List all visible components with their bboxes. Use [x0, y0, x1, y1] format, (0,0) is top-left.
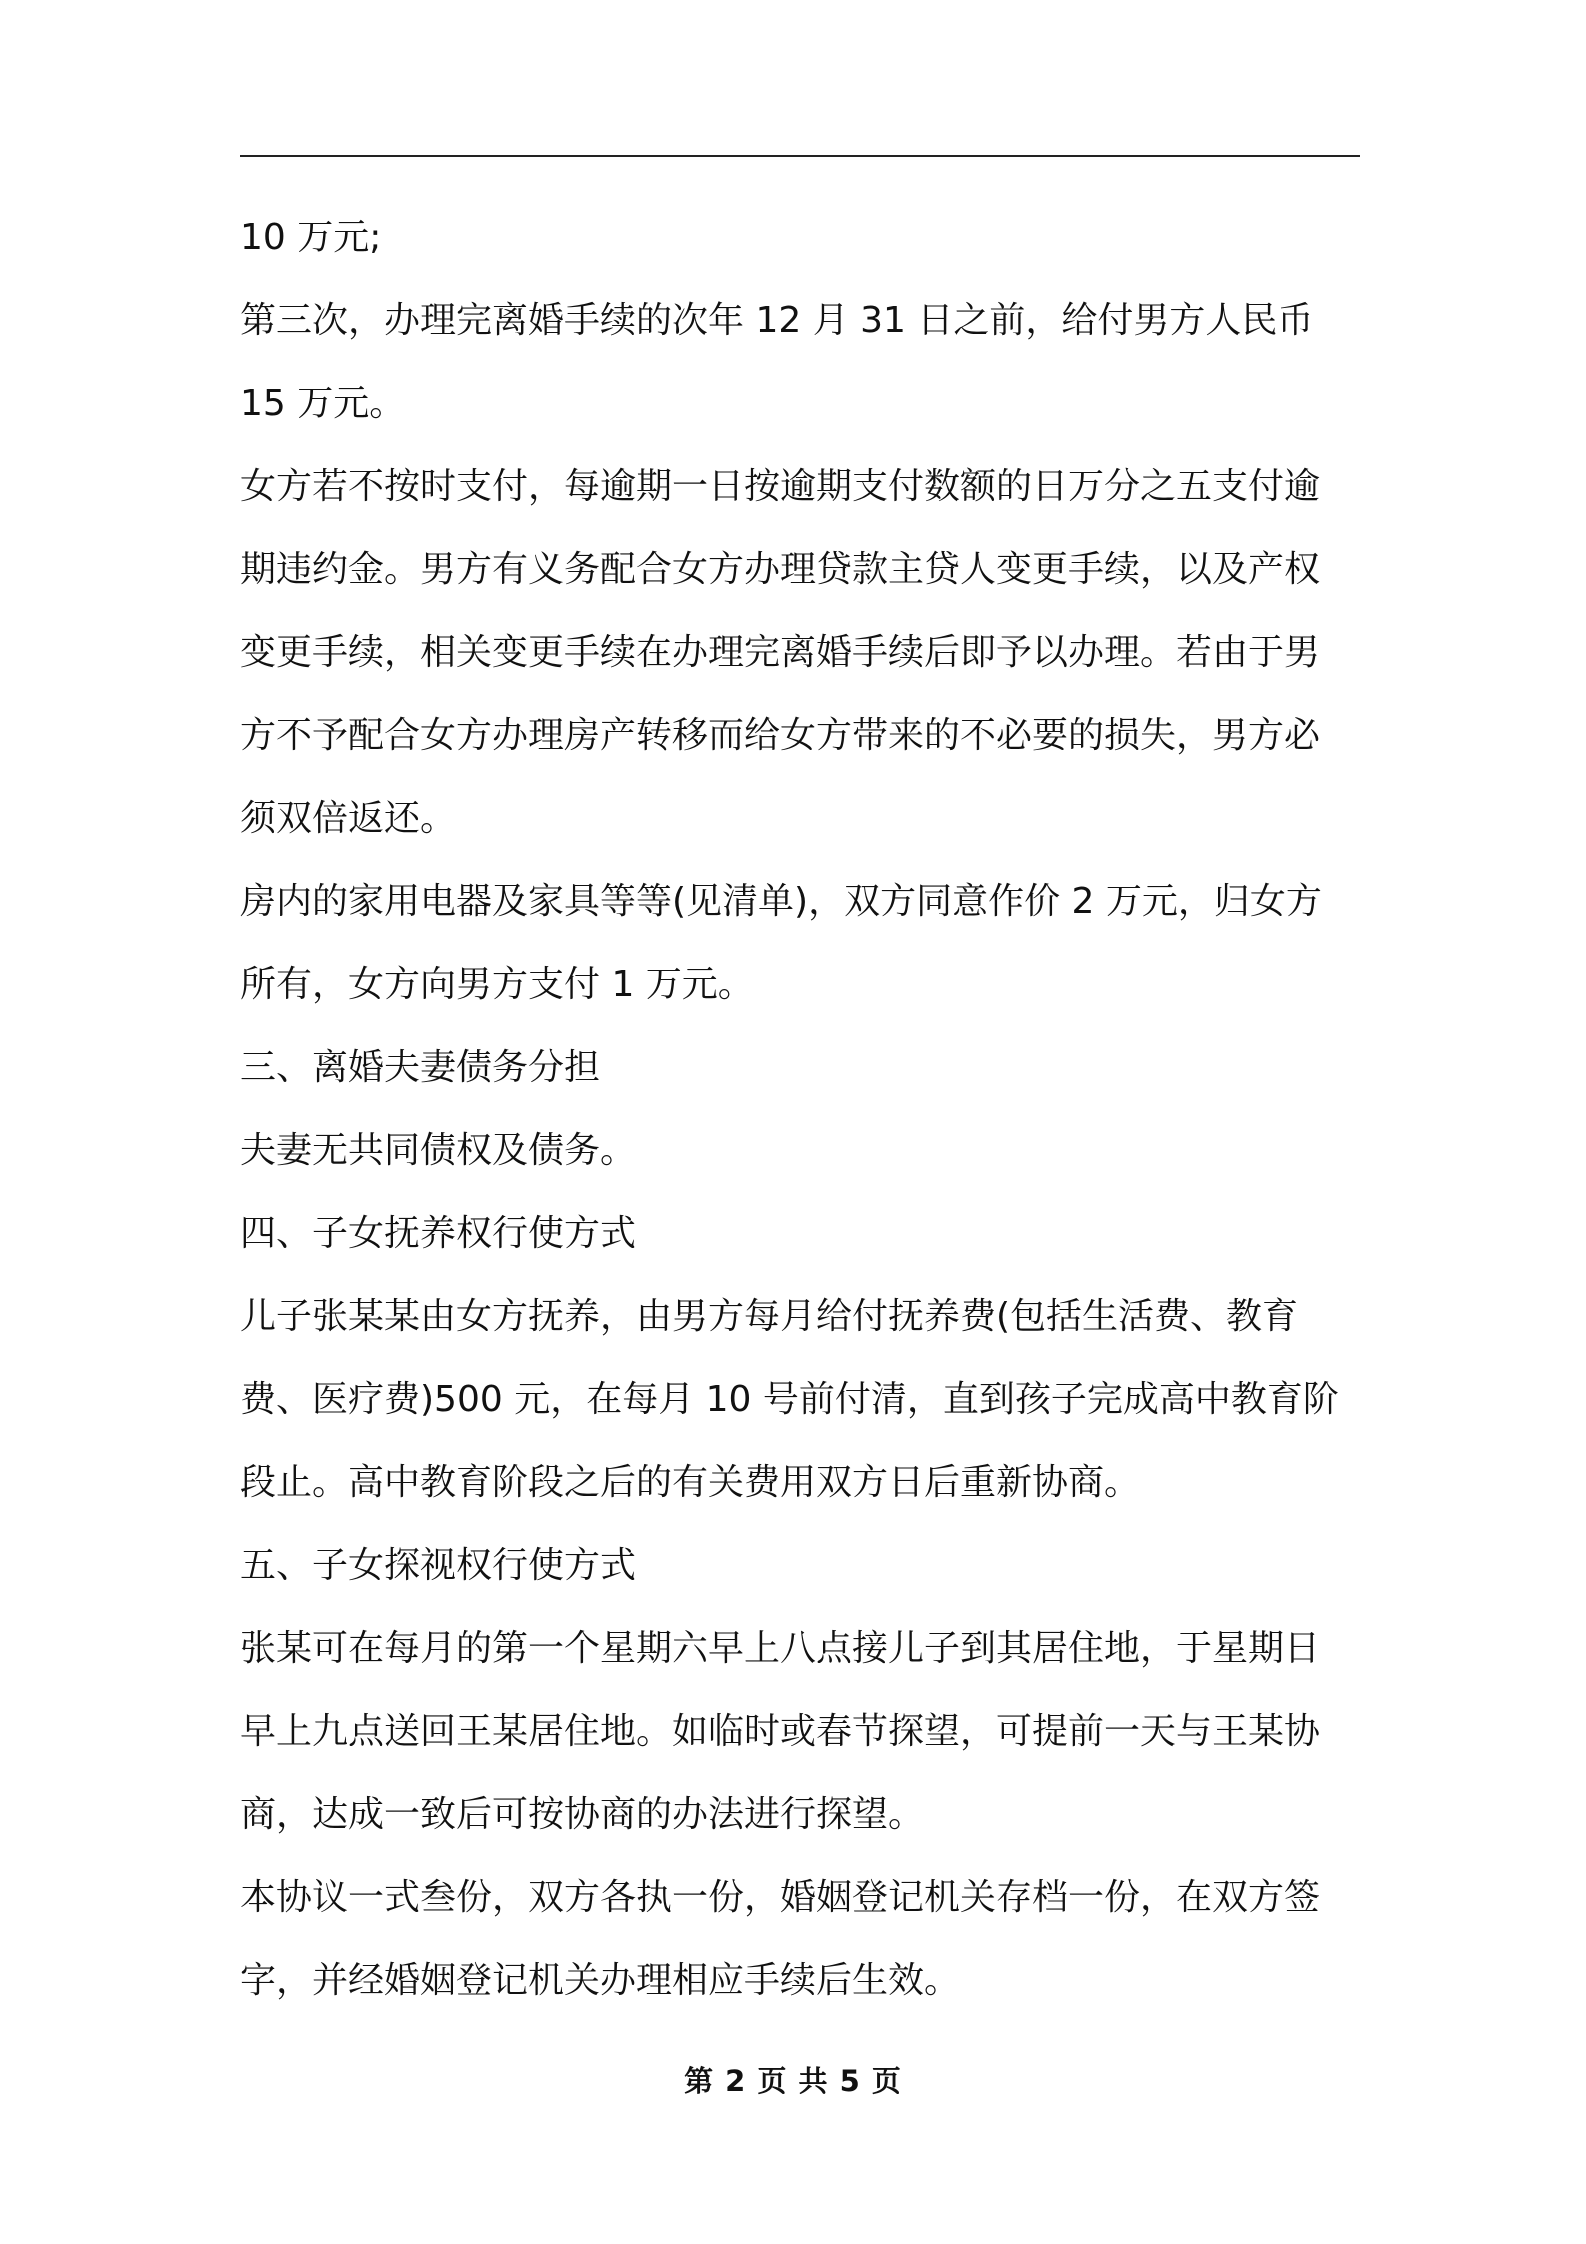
text-line: 所有，女方向男方支付 1 万元。 [240, 964, 754, 1005]
text-line: 第三次，办理完离婚手续的次年 12 月 31 日之前，给付男方人民币 [240, 300, 1314, 341]
text-line: 商，达成一致后可按协商的办法进行探望。 [240, 1794, 925, 1835]
text-line: 房内的家用电器及家具等等(见清单)，双方同意作价 2 万元，归女方 [240, 881, 1322, 922]
section-heading: 四、子女抚养权行使方式 [240, 1213, 637, 1254]
text-line: 15 万元。 [240, 383, 406, 424]
text-line: 早上九点送回王某居住地。如临时或春节探望，可提前一天与王某协 [240, 1711, 1321, 1752]
text-line: 变更手续，相关变更手续在办理完离婚手续后即予以办理。若由于男 [240, 632, 1321, 673]
text-line: 字，并经婚姻登记机关办理相应手续后生效。 [240, 1960, 961, 2001]
document-body [240, 196, 1360, 2022]
header-rule [240, 155, 1360, 157]
text-line: 本协议一式叁份，双方各执一份，婚姻登记机关存档一份，在双方签 [240, 1877, 1321, 1918]
page-number: 第 2 页 共 5 页 [684, 2064, 902, 2098]
text-line: 费、医疗费)500 元，在每月 10 号前付清，直到孩子完成高中教育阶 [240, 1379, 1339, 1420]
text-line: 女方若不按时支付，每逾期一日按逾期支付数额的日万分之五支付逾 [240, 466, 1321, 507]
text-line: 张某可在每月的第一个星期六早上八点接儿子到其居住地，于星期日 [240, 1628, 1321, 1669]
section-heading: 三、离婚夫妻债务分担 [240, 1047, 601, 1088]
text-line: 期违约金。男方有义务配合女方办理贷款主贷人变更手续，以及产权 [240, 549, 1321, 590]
text-line: 须双倍返还。 [240, 798, 457, 839]
text-line: 儿子张某某由女方抚养，由男方每月给付抚养费(包括生活费、教育 [240, 1296, 1299, 1337]
text-line: 夫妻无共同债权及债务。 [240, 1130, 637, 1171]
text-line: 方不予配合女方办理房产转移而给女方带来的不必要的损失，男方必 [240, 715, 1321, 756]
text-line: 10 万元; [240, 217, 382, 258]
section-heading: 五、子女探视权行使方式 [240, 1545, 637, 1586]
text-line: 段止。高中教育阶段之后的有关费用双方日后重新协商。 [240, 1462, 1141, 1503]
